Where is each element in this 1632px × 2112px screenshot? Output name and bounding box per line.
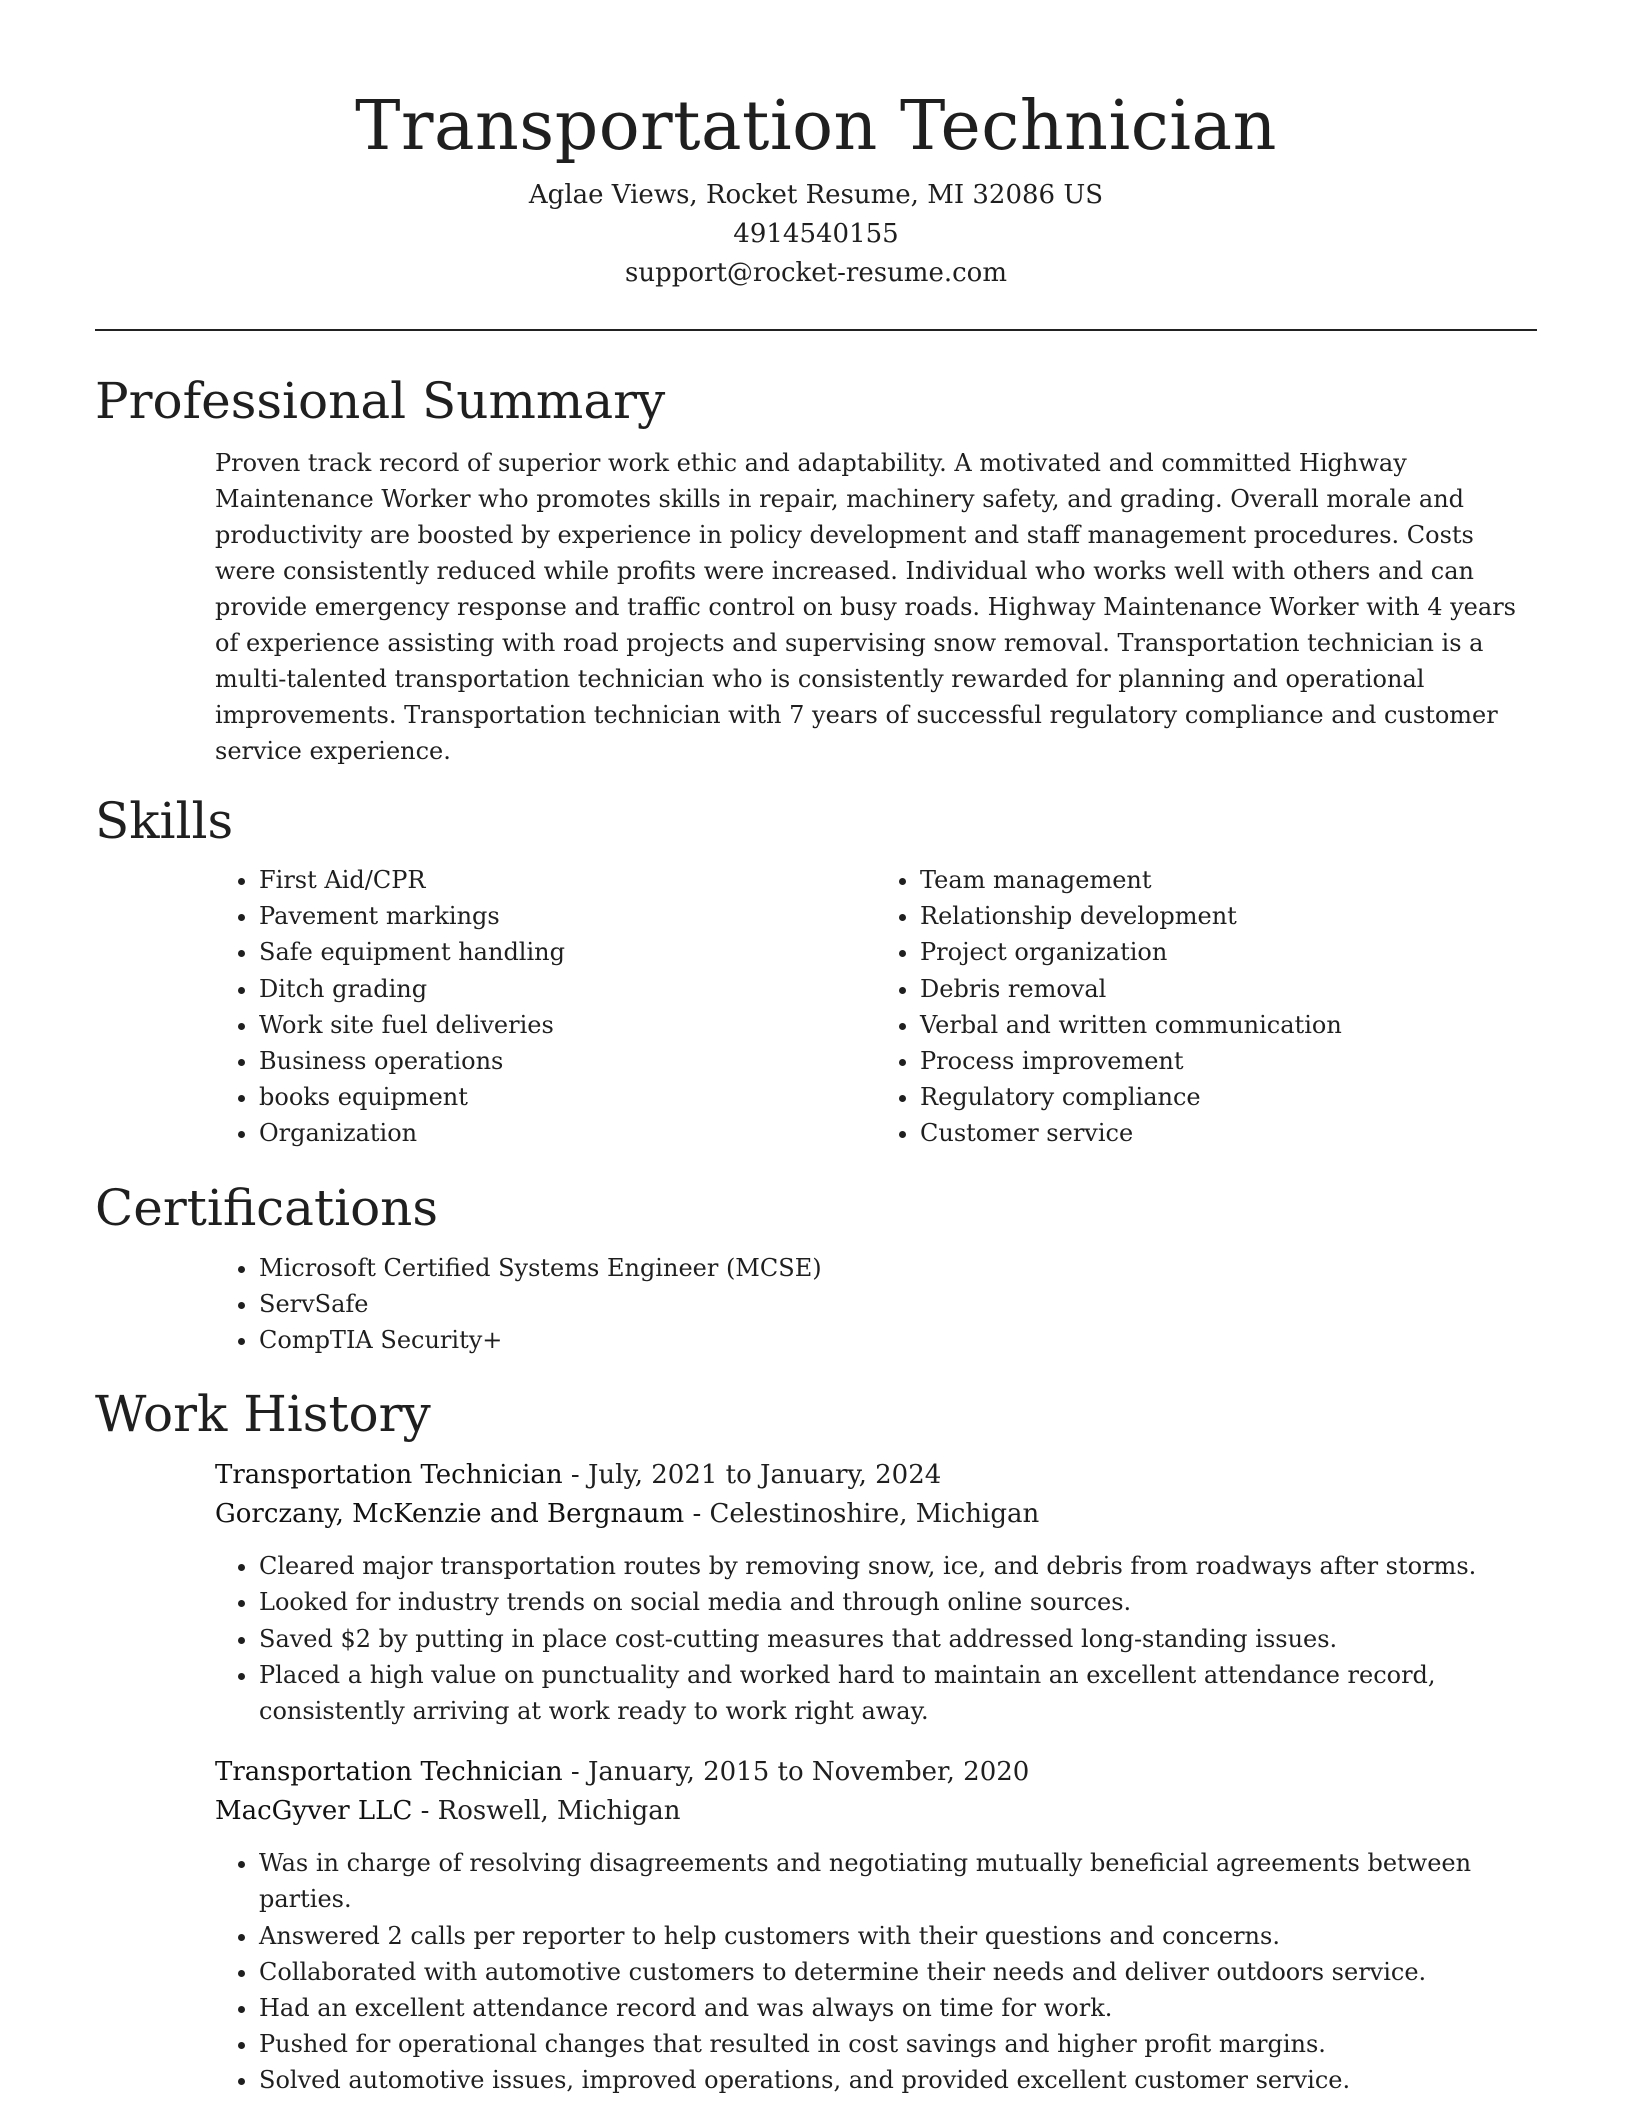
skill-item: • Business operations (259, 1043, 876, 1079)
job-bullet: • Had an excellent attendance record and was always on time for work. (259, 1990, 1537, 2026)
skill-item: • Work site fuel deliveries (259, 1007, 876, 1043)
resume-title: Transportation Technician (355, 87, 1277, 166)
certification-item: • Microsoft Certified Systems Engineer (MCSE) (259, 1250, 1537, 1286)
certification-item: • ServSafe (259, 1286, 1537, 1322)
job-location: - Roswell, Michigan (412, 1796, 681, 1827)
job-bullet: • Saved $2 by putting in place cost-cutting measures that addressed long-standing issues. (259, 1621, 1537, 1657)
job-title: Transportation Technician (215, 1460, 563, 1491)
job-company-line (215, 1792, 1537, 1831)
skills-heading: Skills (95, 792, 234, 850)
job-title: Transportation Technician (215, 1757, 563, 1788)
header-divider (95, 329, 1537, 331)
job-bullet: • Collaborated with automotive customers to determine their needs and deliver outdoors service. (259, 1954, 1537, 1990)
job-bullet: • Answered 2 calls per reporter to help customers with their questions and concerns. (259, 1918, 1537, 1954)
resume-page (95, 0, 1537, 2099)
work-history-heading: Work History (95, 1385, 431, 1444)
skill-item: • Team management (920, 862, 1537, 898)
job-bullet: • Cleared major transportation routes by removing snow, ice, and debris from roadways after storms. (259, 1548, 1537, 1584)
job-dates: - January, 2015 to November, 2020 (562, 1757, 1030, 1788)
skill-item: • Debris removal (920, 971, 1537, 1007)
skill-item: • Relationship development (920, 898, 1537, 934)
summary-text: Proven track record of superior work ethic and adaptability. A motivated and committed Highway Maintenance Worker who promotes skills in repair, machinery safety, and grading. Overall morale and productivity are boosted by experience in policy development and staff management procedures. Costs were consistently reduced while profits were increased. Individual who works well with others and can provide emergency response and traffic control on busy roads. Highway Maintenance Worker with 4 years of experience assisting with road projects and supervising snow removal. Transportation technician is a multi-talented transportation technician who is consistently rewarded for planning and operational improvements. Transportation technician with 7 years of successful regulatory compliance and customer service experience. (215, 449, 1516, 765)
job-bullet: • Was in charge of resolving disagreements and negotiating mutually beneficial agreements between parties. (259, 1845, 1537, 1917)
job-title-line (215, 1753, 1537, 1792)
skill-item: • Ditch grading (259, 971, 876, 1007)
job-bullet: • Looked for industry trends on social media and through online sources. (259, 1584, 1537, 1620)
certifications-list (215, 1250, 1537, 1359)
skill-item: • Verbal and written communication (920, 1007, 1537, 1043)
email: support@rocket-resume.com (624, 258, 1007, 288)
job-entry (215, 1456, 1537, 1729)
summary-heading: Professional Summary (95, 372, 666, 430)
job-company-line (215, 1495, 1537, 1534)
skill-item: • books equipment (259, 1079, 876, 1115)
job-bullet: • Solved automotive issues, improved operations, and provided excellent customer service. (259, 2062, 1537, 2098)
job-entry (215, 1753, 1537, 2098)
skills-left-list (215, 862, 876, 1152)
job-company: Gorczany, McKenzie and Bergnaum (215, 1499, 685, 1530)
skills-list (215, 862, 1537, 1152)
phone: 4914540155 (733, 219, 899, 249)
job-bullet: • Pushed for operational changes that resulted in cost savings and higher profit margins. (259, 2026, 1537, 2062)
skills-right-list (876, 862, 1537, 1152)
job-bullets (215, 1845, 1537, 2098)
skill-item: • Process improvement (920, 1043, 1537, 1079)
contact-block (95, 176, 1537, 293)
address: Aglae Views, Rocket Resume, MI 32086 US (528, 180, 1104, 210)
skill-item: • Customer service (920, 1115, 1537, 1151)
skill-item: • Organization (259, 1115, 876, 1151)
certification-item: • CompTIA Security+ (259, 1322, 1537, 1358)
job-bullets (215, 1548, 1537, 1729)
job-dates: - July, 2021 to January, 2024 (562, 1460, 942, 1491)
skill-item: • Project organization (920, 934, 1537, 970)
skill-item: • Regulatory compliance (920, 1079, 1537, 1115)
job-title-line (215, 1456, 1537, 1495)
job-bullet: • Placed a high value on punctuality and worked hard to maintain an excellent attendance record, consistently arriving at work ready to work right away. (259, 1657, 1537, 1729)
skill-item: • First Aid/CPR (259, 862, 876, 898)
job-location: - Celestinoshire, Michigan (684, 1499, 1040, 1530)
skill-item: • Safe equipment handling (259, 934, 876, 970)
certifications-heading: Certifications (95, 1178, 439, 1237)
skill-item: • Pavement markings (259, 898, 876, 934)
job-company: MacGyver LLC (215, 1796, 413, 1827)
